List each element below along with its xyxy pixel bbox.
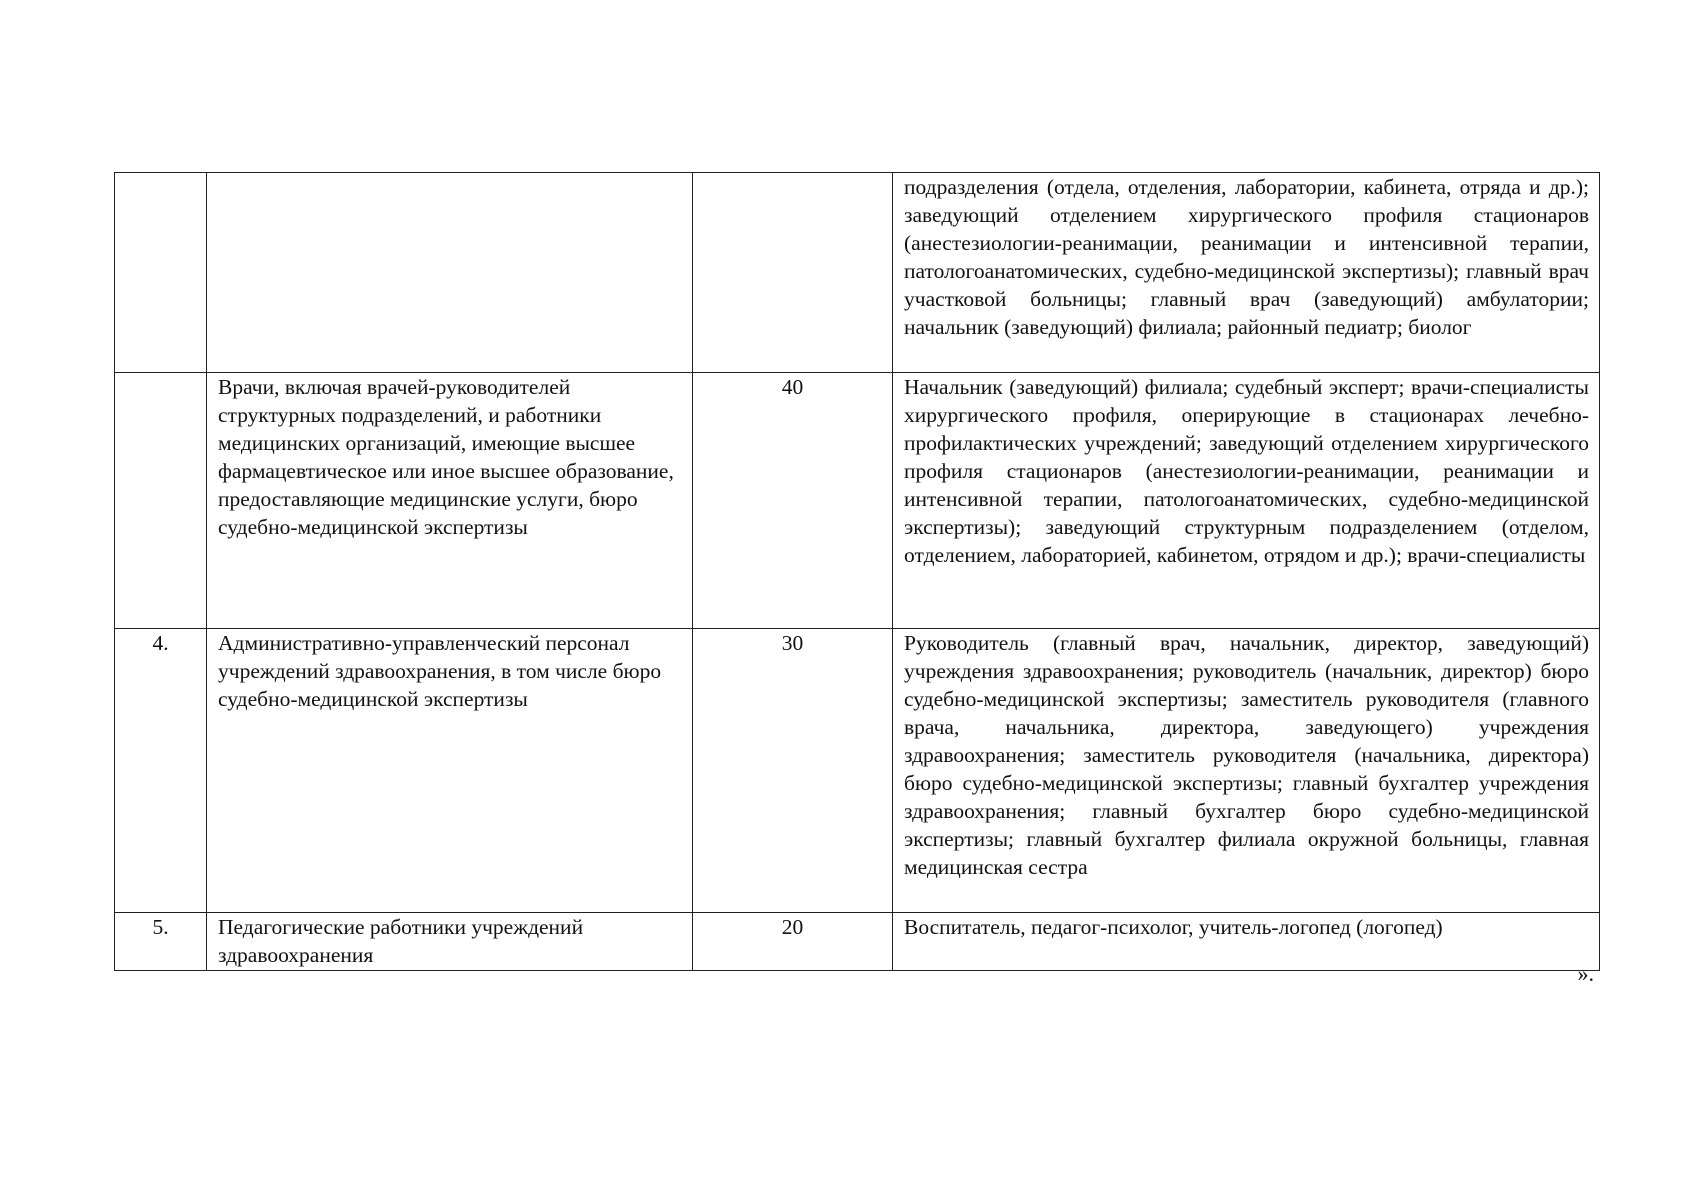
positions-cell: подразделения (отдела, отделения, лаборатории, кабинета, отряда и др.); заведующий отделением хирургического профиля стационаров (анестезиологии-реанимации, реанимации и интенсивной терапии, патологоанатомических, судебно-медицинской экспертизы); главный врач участковой больницы; главный врач (заведующий) амбулатории; начальник (заведующий) филиала; районный педиатр; биолог	[893, 173, 1600, 373]
closing-quote-mark: ».	[1577, 961, 1594, 986]
table-row	[115, 173, 1600, 373]
row-number-cell: 5.	[115, 913, 207, 971]
row-number-cell: 4.	[115, 629, 207, 913]
positions-cell: Руководитель (главный врач, начальник, директор, заведующий) учреждения здравоохранения; руководитель (начальник, директор) бюро судебно-медицинской экспертизы; заместитель руководителя (главного врача, начальника, директора, заведующего) учреждения здравоохранения; заместитель руководителя (начальника, директора) бюро судебно-медицинской экспертизы; главный бухгалтер учреждения здравоохранения; главный бухгалтер бюро судебно-медицинской экспертизы; главный бухгалтер филиала окружной больницы, главная медицинская сестра	[893, 629, 1600, 913]
percent-cell: 30	[693, 629, 893, 913]
row-number-cell	[115, 373, 207, 629]
table-row	[115, 373, 1600, 629]
row-number-cell	[115, 173, 207, 373]
percent-cell: 40	[693, 373, 893, 629]
staff-group-cell: Педагогические работники учреждений здравоохранения	[207, 913, 693, 971]
percent-cell: 20	[693, 913, 893, 971]
positions-cell: Воспитатель, педагог-психолог, учитель-логопед (логопед)	[893, 913, 1600, 971]
positions-table	[114, 172, 1600, 971]
positions-cell: Начальник (заведующий) филиала; судебный эксперт; врачи-специалисты хирургического профиля, оперирующие в стационарах лечебно-профилактических учреждений; заведующий отделением хирургического профиля стационаров (анестезиологии-реанимации, реанимации и интенсивной терапии, патологоанатомических, судебно-медицинской экспертизы); заведующий структурным подразделением (отделом, отделением, лабораторией, кабинетом, отрядом и др.); врачи-специалисты	[893, 373, 1600, 629]
staff-group-cell	[207, 173, 693, 373]
percent-cell	[693, 173, 893, 373]
staff-group-cell: Врачи, включая врачей-руководителей структурных подразделений, и работники медицинских организаций, имеющие высшее фармацевтическое или иное высшее образование, предоставляющие медицинские услуги, бюро судебно-медицинской экспертизы	[207, 373, 693, 629]
table-row	[115, 913, 1600, 971]
staff-group-cell: Административно-управленческий персонал учреждений здравоохранения, в том числе бюро судебно-медицинской экспертизы	[207, 629, 693, 913]
table-row	[115, 629, 1600, 913]
